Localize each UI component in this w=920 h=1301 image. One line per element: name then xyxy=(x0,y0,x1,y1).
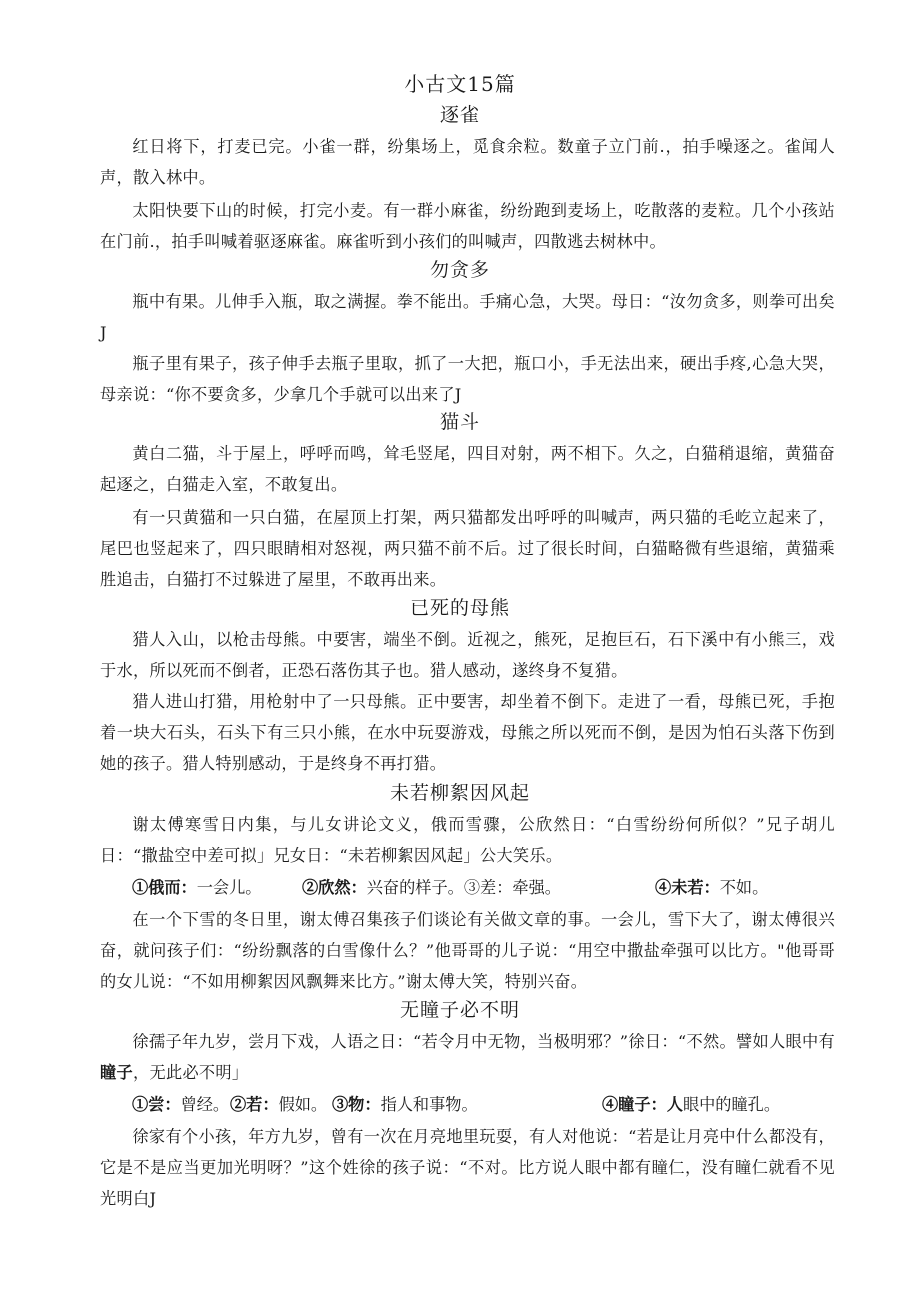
section-original-maodou: 黄白二猫，斗于屋上，呼呼而鸣，耸毛竖尾，四目对射，两不相下。久之，白猫稍退缩，黄猫奋起逐之，白猫走入室，不敢复出。 xyxy=(100,444,835,494)
note-gloss: 曾经。 xyxy=(180,1095,230,1114)
note-gloss: 假如。 xyxy=(278,1095,328,1114)
section-title-tongzi: 无瞳子必不明 xyxy=(399,999,520,1021)
section-translation-tongzi: 徐家有个小孩，年方九岁，曾有一次在月亮地里玩耍，有人对他说：“若是让月亮中什么都没有，它是不是应当更加光明呀？”这个姓徐的孩子说：“不对。比方说人眼中都有瞳仁，没有瞳仁就看不见光明白J xyxy=(100,1127,835,1208)
original-text-lead: 徐孺子年九岁，尝月下戏，人语之日：“若令月中无物，当极明邪？”徐日：“不然。譬如人眼中有 xyxy=(132,1032,835,1051)
note-item xyxy=(132,872,262,903)
note-gloss: 不如。 xyxy=(719,878,769,897)
note-term: ④未若： xyxy=(655,878,720,897)
note-item xyxy=(302,872,561,903)
note-term: ②欣然： xyxy=(302,878,367,897)
section-translation-wutanduo: 瓶子里有果子，孩子伸手去瓶子里取，抓了一大把，瓶口小，手无法出来，硬出手疼,心急大哭，母亲说：“你不要贪多，少拿几个手就可以出来了J xyxy=(100,354,835,404)
section-original-liuxu: 谢太傅寒雪日内集，与儿女讲论文义，俄而雪骤，公欣然日：“白雪纷纷何所似？”兄子胡儿日：“撒盐空中差可拟」兄女日：“未若柳絮因风起」公大笑乐。 xyxy=(100,815,835,865)
note-gloss: 眼中的瞳孔。 xyxy=(682,1095,781,1114)
section-translation-liuxu: 在一个下雪的冬日里，谢太傅召集孩子们谈论有关做文章的事。一会儿，雪下大了，谢太傅很兴奋，就问孩子们：“纷纷飘落的白雪像什么？”他哥哥的儿子说：“用空中撒盐牵强可以比方。"他哥哥的女儿说：“不如用柳絮因风飘舞来比方。”谢太傅大笑，特别兴奋。 xyxy=(100,910,835,991)
note-term: ④瞳子：人 xyxy=(602,1095,683,1114)
note-gloss: 一会儿。 xyxy=(196,878,262,897)
section-original-tongzi xyxy=(100,1026,835,1088)
original-text-tail: ，无此必不明」 xyxy=(132,1063,249,1082)
section-original-wutanduo: 瓶中有果。儿伸手入瓶，取之满握。拳不能出。手痛心急，大哭。母日：“汝勿贪多，则拳可出矣J xyxy=(100,292,835,342)
note-gloss: 兴奋的样子。③差：牵强。 xyxy=(366,878,561,897)
section-original-muxiong: 猎人入山，以枪击母熊。中要害，端坐不倒。近视之，熊死，足抱巨石，石下溪中有小熊三，戏于水，所以死而不倒者，正恐石落伤其子也。猎人感动，遂终身不复猎。 xyxy=(100,630,835,680)
note-gloss: 指人和事物。 xyxy=(380,1095,478,1114)
section-notes-tongzi xyxy=(100,1089,840,1120)
note-term: ①尝： xyxy=(132,1095,181,1114)
section-translation-maodou: 有一只黄猫和一只白猫，在屋顶上打架，两只猫都发出呼呼的叫喊声，两只猫的毛屹立起来了，尾巴也竖起来了，四只眼睛相对怒视，两只猫不前不后。过了很长时间，白猫略微有些退缩，黄猫乘胜追击，白猫打不过躲进了屋里，不敢再出来。 xyxy=(100,508,835,589)
section-translation-muxiong: 猎人进山打猎，用枪射中了一只母熊。正中要害，却坐着不倒下。走进了一看，母熊已死，手抱着一块大石头，石头下有三只小熊，在水中玩耍游戏，母熊之所以死而不倒，是因为怕石头落下伤到她的孩子。猎人特别感动，于是终身不再打猎。 xyxy=(100,692,835,773)
section-title-wutanduo: 勿贪多 xyxy=(429,259,490,281)
section-notes-liuxu xyxy=(100,872,840,903)
section-title-liuxu: 未若柳絮因风起 xyxy=(389,782,530,804)
section-title-maodou: 猫斗 xyxy=(439,411,480,433)
note-term: ②若： xyxy=(230,1095,279,1114)
note-item xyxy=(332,1089,478,1120)
note-item xyxy=(602,1089,780,1120)
section-title-zhuque: 逐雀 xyxy=(439,104,480,126)
section-translation-zhuque: 太阳快要下山的时候，打完小麦。有一群小麻雀，纷纷跑到麦场上，吃散落的麦粒。几个小孩站在门前.，拍手叫喊着驱逐麻雀。麻雀听到小孩们的叫喊声，四散逃去树林中。 xyxy=(100,201,835,251)
note-term: ①俄而： xyxy=(132,878,197,897)
original-text-bold: 瞳子 xyxy=(100,1063,133,1082)
note-item xyxy=(655,872,768,903)
note-term: ③物： xyxy=(332,1095,381,1114)
page-title: 小古文15篇 xyxy=(404,72,516,96)
note-item xyxy=(230,1089,327,1120)
section-title-musiong: 已死的母熊 xyxy=(409,597,510,619)
note-item xyxy=(132,1089,229,1120)
section-original-zhuque: 红日将下，打麦已完。小雀一群，纷集场上，觅食余粒。数童子立门前.，拍手噪逐之。雀闻人声，散入林中。 xyxy=(100,137,835,187)
